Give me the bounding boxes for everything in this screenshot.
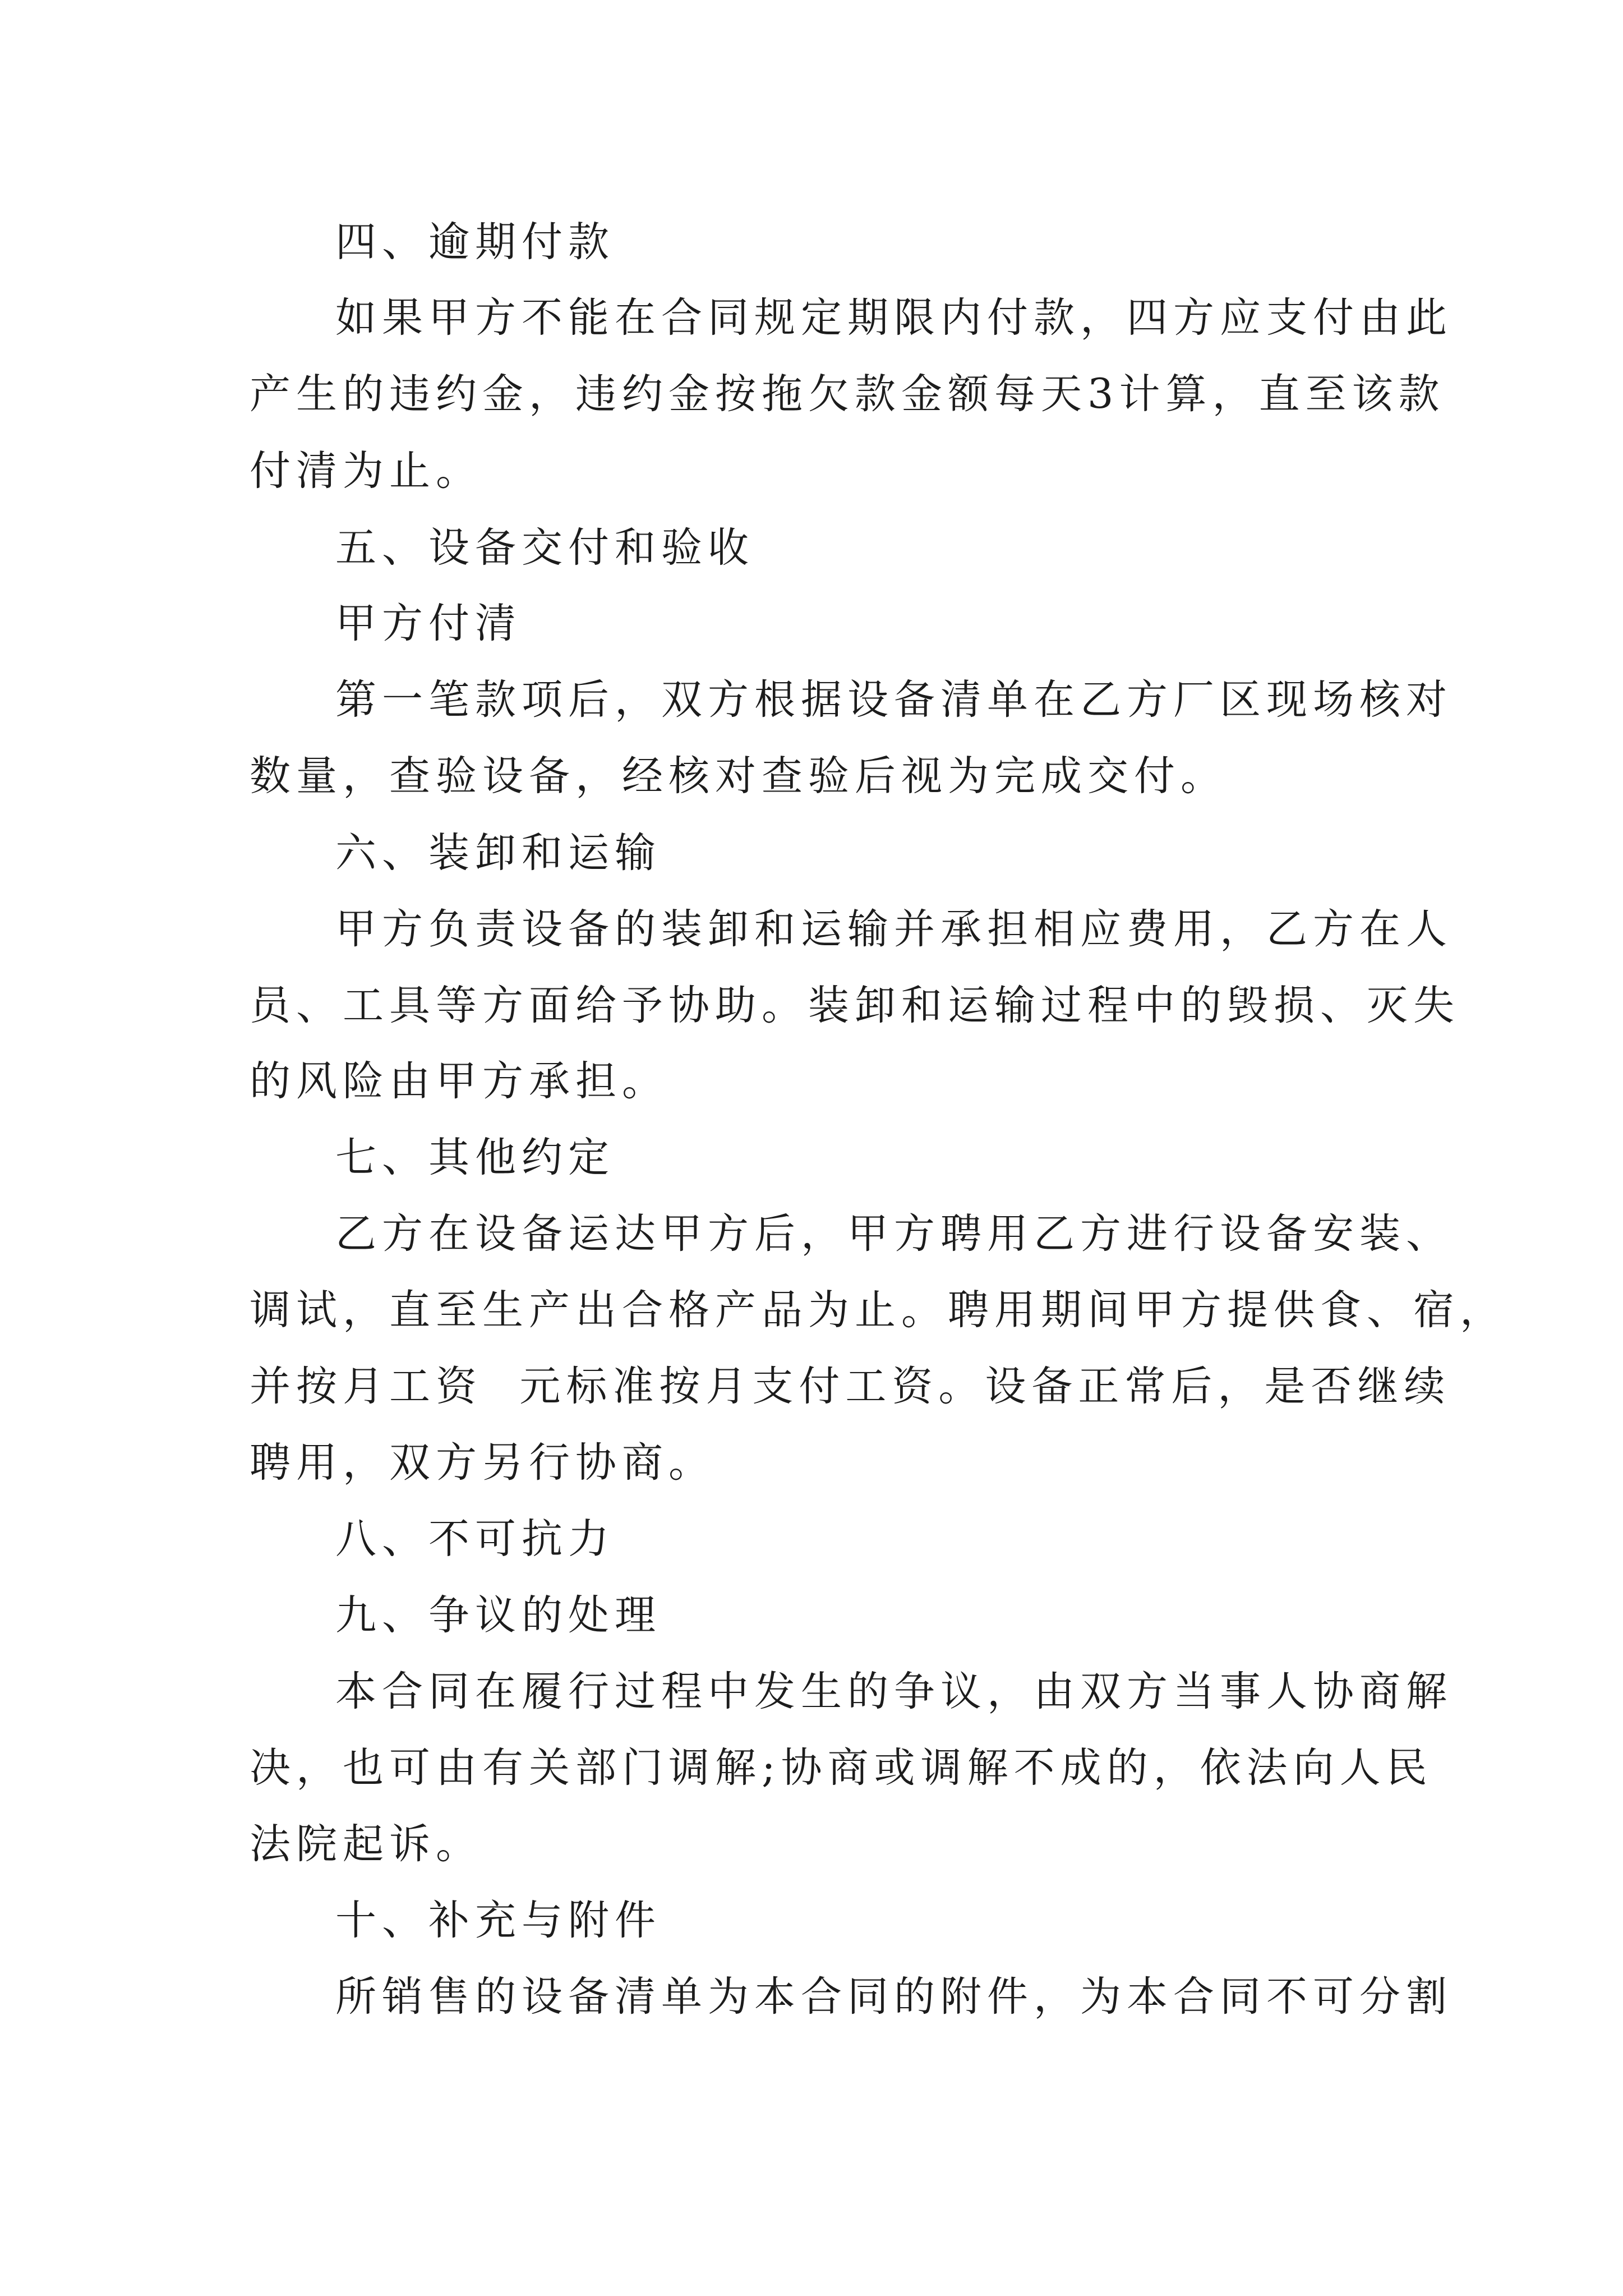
heading-loading-transport: 六、装卸和运输 [335, 829, 661, 877]
paragraph-line: 所销售的设备清单为本合同的附件，为本合同不可分割 [335, 1973, 1453, 2021]
paragraph-line: 付清为止。 [250, 447, 482, 495]
paragraph-line: 甲方付清 [335, 600, 522, 647]
heading-supplements: 十、补充与附件 [335, 1897, 661, 1944]
heading-disputes: 九、争议的处理 [335, 1591, 661, 1639]
paragraph-line: 员、工具等方面给予协助。装卸和运输过程中的毁损、灭失 [250, 982, 1460, 1029]
paragraph-line: 甲方负责设备的装卸和运输并承担相应费用，乙方在人 [335, 905, 1453, 953]
paragraph-line: 并按月工资 元标准按月支付工资。设备正常后，是否继续 [250, 1363, 1451, 1410]
paragraph-line: 如果甲方不能在合同规定期限内付款，四方应支付由此 [335, 294, 1453, 342]
paragraph-line: 本合同在履行过程中发生的争议，由双方当事人协商解 [335, 1668, 1453, 1715]
heading-overdue-payment: 四、逾期付款 [335, 218, 615, 266]
heading-other-terms: 七、其他约定 [335, 1134, 615, 1181]
paragraph-line: 产生的违约金，违约金按拖欠款金额每天3计算，直至该款 [250, 370, 1445, 418]
paragraph-line: 第一笔款项后，双方根据设备清单在乙方厂区现场核对 [335, 676, 1453, 724]
paragraph-line: 数量，查验设备，经核对查验后视为完成交付。 [250, 752, 1227, 800]
heading-force-majeure: 八、不可抗力 [335, 1515, 615, 1563]
paragraph-line: 乙方在设备运达甲方后，甲方聘用乙方进行设备安装、 [335, 1210, 1453, 1258]
paragraph-line: 聘用，双方另行协商。 [250, 1439, 715, 1487]
heading-delivery: 五、设备交付和验收 [335, 524, 754, 572]
paragraph-line: 的风险由甲方承担。 [250, 1057, 668, 1105]
paragraph-line: 法院起诉。 [250, 1820, 482, 1868]
paragraph-line: 调试，直至生产出合格产品为止。聘用期间甲方提供食、宿， [250, 1286, 1506, 1334]
paragraph-line: 决，也可由有关部门调解;协商或调解不成的，依法向人民 [250, 1744, 1433, 1792]
